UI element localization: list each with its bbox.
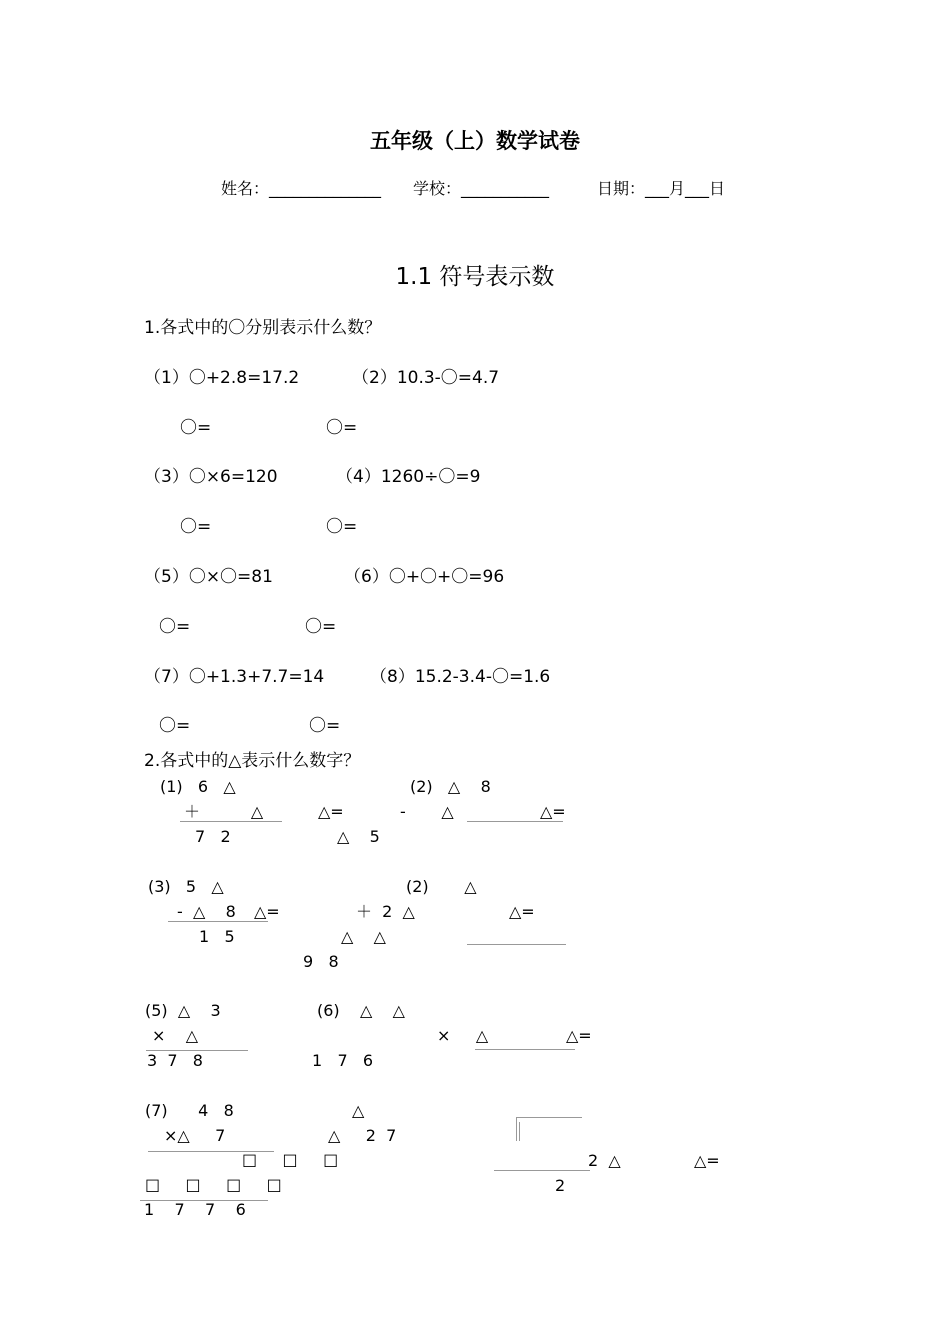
q2-p6-line3: 1 7 6 — [312, 1051, 374, 1070]
q1-item-7: （7）〇+1.3+7.7=14 — [144, 667, 325, 687]
q1-item-5: （5）〇×〇=81 — [144, 567, 273, 587]
q2-p8-line4: 2 — [555, 1176, 566, 1195]
q2-p3-line3: 1 5 — [199, 927, 235, 946]
q2-p7-line5: 1 7 7 6 — [144, 1200, 246, 1219]
q2-p8-line2: △ 2 7 — [328, 1126, 397, 1145]
q2-p6-line1: (6) △ △ — [317, 1001, 405, 1020]
q2-p8-division-bar — [516, 1117, 582, 1118]
q2-p4-line2: ＋ 2 △ — [356, 902, 415, 921]
q2-p5-line1: (5) △ 3 — [145, 1001, 221, 1020]
q2-p8-division-bracket-inner — [519, 1122, 520, 1141]
q1-prompt: 1.各式中的〇分别表示什么数？ — [144, 318, 382, 338]
q2-p7-line3: □ □ □ — [242, 1150, 339, 1169]
q2-p8-rule — [494, 1170, 590, 1171]
page-title: 五年级（上）数学试卷 — [370, 129, 580, 153]
q1-item-6: （6）〇+〇+〇=96 — [344, 567, 505, 587]
q2-p1-answer[interactable]: △= — [318, 802, 344, 821]
q2-p4-line3: △ △ — [341, 927, 386, 946]
q2-p7-line4: □ □ □ □ — [145, 1175, 282, 1194]
q2-p1-line3: 7 2 — [195, 827, 231, 846]
q2-p2-answer[interactable]: △= — [540, 802, 566, 821]
q2-p4-line1: (2) △ — [406, 877, 477, 896]
q2-p6-rule — [475, 1049, 575, 1050]
q1-item-2: （2）10.3-〇=4.7 — [352, 368, 500, 388]
q1-item-3: （3）〇×6=120 — [144, 467, 278, 487]
q1-answer-8[interactable]: 〇= — [309, 716, 341, 736]
q2-p2-line3: △ 5 — [337, 827, 380, 846]
q2-p2-line2: - △ — [400, 802, 454, 821]
q2-p8-line3: 2 △ — [588, 1151, 621, 1170]
q1-answer-5[interactable]: 〇= — [159, 617, 191, 637]
q2-p5-line2: × △ — [152, 1026, 199, 1045]
q1-answer-4[interactable]: 〇= — [326, 517, 358, 537]
q1-answer-6[interactable]: 〇= — [305, 617, 337, 637]
q1-answer-1[interactable]: 〇= — [180, 418, 212, 438]
q1-answer-7[interactable]: 〇= — [159, 716, 191, 736]
section-title: 1.1 符号表示数 — [395, 264, 555, 290]
q2-p2-rule — [467, 821, 563, 822]
q2-p8-line1: △ — [352, 1101, 365, 1120]
q1-item-4: （4）1260÷〇=9 — [336, 467, 481, 487]
q2-p1-line1: (1) 6 △ — [160, 777, 236, 796]
q1-item-1: （1）〇+2.8=17.2 — [144, 368, 300, 388]
q2-p6-answer[interactable]: △= — [566, 1026, 592, 1045]
q2-p1-rule — [180, 821, 282, 822]
q2-p6-line2: × △ — [437, 1026, 489, 1045]
q2-p3-line2: - △ 8 — [177, 902, 236, 921]
q2-p7-line1: (7) 4 8 — [145, 1101, 234, 1120]
q2-p2-line1: (2) △ 8 — [410, 777, 491, 796]
name-field[interactable]: 姓名：______________ — [221, 179, 382, 198]
q1-answer-2[interactable]: 〇= — [326, 418, 358, 438]
q2-p7-line2: ×△ 7 — [164, 1126, 226, 1145]
q2-p4-rule — [467, 944, 566, 945]
q2-p3-rule — [168, 921, 268, 922]
q2-prompt: 2.各式中的△表示什么数字？ — [144, 751, 361, 771]
q2-p3-line1: (3) 5 △ — [148, 877, 224, 896]
q1-answer-3[interactable]: 〇= — [180, 517, 212, 537]
school-field[interactable]: 学校：___________ — [413, 179, 550, 198]
q2-p4-answer[interactable]: △= — [509, 902, 535, 921]
q1-item-8: （8）15.2-3.4-〇=1.6 — [370, 667, 551, 687]
q2-p4-line4: 9 8 — [303, 952, 339, 971]
q2-p5-line3: 3 7 8 — [147, 1051, 203, 1070]
q2-p8-answer[interactable]: △= — [694, 1151, 720, 1170]
q2-p1-line2: ＋ △ — [184, 802, 264, 821]
date-field[interactable]: 日期：___月___日 — [597, 179, 726, 198]
q2-p3-answer[interactable]: △= — [254, 902, 280, 921]
q2-p8-division-bracket — [516, 1117, 517, 1141]
